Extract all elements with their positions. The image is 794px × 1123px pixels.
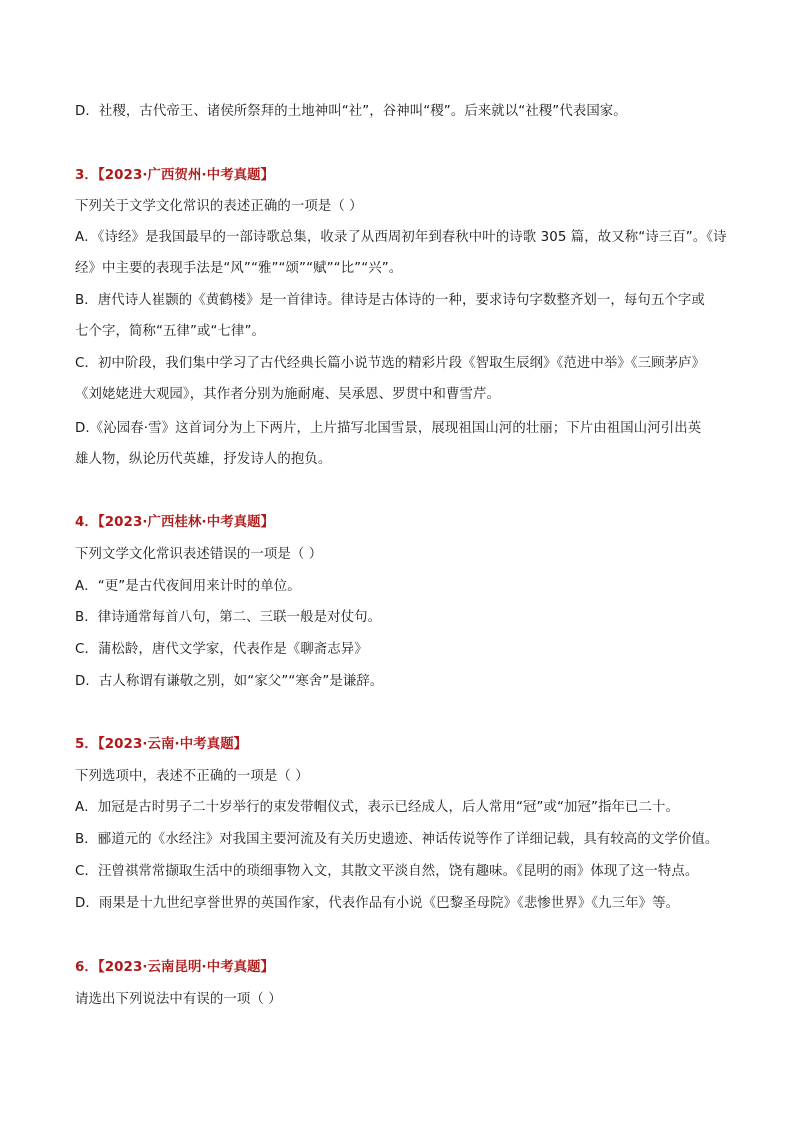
question-3-line: C．初中阶段，我们集中学习了古代经典长篇小说节选的精彩片段《智取生辰纲》《范进中举》《三顾茅庐》 bbox=[75, 356, 706, 371]
question-3-stem: 下列关于文学文化常识的表述正确的一项是（ ） bbox=[75, 199, 363, 214]
question-3-line: 雄人物，纵论历代英雄，抒发诗人的抱负。 bbox=[75, 452, 332, 467]
question-5-line: B．郦道元的《水经注》对我国主要河流及有关历史遗迹、神话传说等作了详细记载，具有较高的文学价值。 bbox=[75, 832, 719, 847]
question-6-heading: 6．【2023·云南昆明·中考真题】 bbox=[75, 960, 275, 975]
question-3-line: D.《沁园春·雪》这首词分为上下两片，上片描写北国雪景，展现祖国山河的壮丽；下片由祖国山河引出英 bbox=[75, 421, 702, 436]
question-4-heading: 4．【2023·广西桂林·中考真题】 bbox=[75, 515, 275, 530]
question-3-line: 《刘姥姥进大观园》，其作者分别为施耐庵、吴承恩、罗贯中和曹雪芹。 bbox=[75, 387, 500, 402]
question-3-line: 经》中主要的表现手法是“风”“雅”“颂”“赋”“比”“兴”。 bbox=[75, 261, 403, 276]
question-3-line: B．唐代诗人崔颢的《黄鹤楼》是一首律诗。律诗是古体诗的一种，要求诗句字数整齐划一，每句五个字或 bbox=[75, 293, 705, 308]
question-4-stem: 下列文学文化常识表述错误的一项是（ ） bbox=[75, 547, 323, 562]
question-3-line: 七个字，简称“五律”或“七律”。 bbox=[75, 324, 266, 339]
question-3-heading: 3．【2023·广西贺州·中考真题】 bbox=[75, 168, 275, 183]
question-5-line: A．加冠是古时男子二十岁举行的束发带帽仪式，表示已经成人，后人常用“冠”或“加冠”指年已二十。 bbox=[75, 800, 680, 815]
question-4-line: B．律诗通常每首八句，第二、三联一般是对仗句。 bbox=[75, 610, 382, 625]
question-5-stem: 下列选项中，表述不正确的一项是（ ） bbox=[75, 769, 309, 784]
option-d-sheji: D．社稷，古代帝王、诸侯所祭拜的土地神叫“社”，谷神叫“稷”。后来就以“社稷”代表国家。 bbox=[75, 104, 627, 119]
question-6-stem: 请选出下列说法中有误的一项（ ） bbox=[75, 992, 282, 1007]
question-4-line: D．古人称谓有谦敬之别，如“家父”“寒舍”是谦辞。 bbox=[75, 674, 384, 689]
question-4-line: A．“更”是古代夜间用来计时的单位。 bbox=[75, 579, 301, 594]
question-4-line: C．蒲松龄，唐代文学家，代表作是《聊斋志异》 bbox=[75, 642, 368, 657]
question-5-line: C．汪曾祺常常撷取生活中的琐细事物入文，其散文平淡自然，饶有趣味。《昆明的雨》体现了这一特点。 bbox=[75, 864, 699, 879]
question-5-heading: 5．【2023·云南·中考真题】 bbox=[75, 737, 248, 752]
question-3-line: A．《诗经》是我国最早的一部诗歌总集，收录了从西周初年到春秋中叶的诗歌 305 篇，故又称“诗三百”。《诗 bbox=[75, 230, 727, 245]
question-5-line: D．雨果是十九世纪享誉世界的英国作家，代表作品有小说《巴黎圣母院》《悲惨世界》《九三年》等。 bbox=[75, 896, 680, 911]
